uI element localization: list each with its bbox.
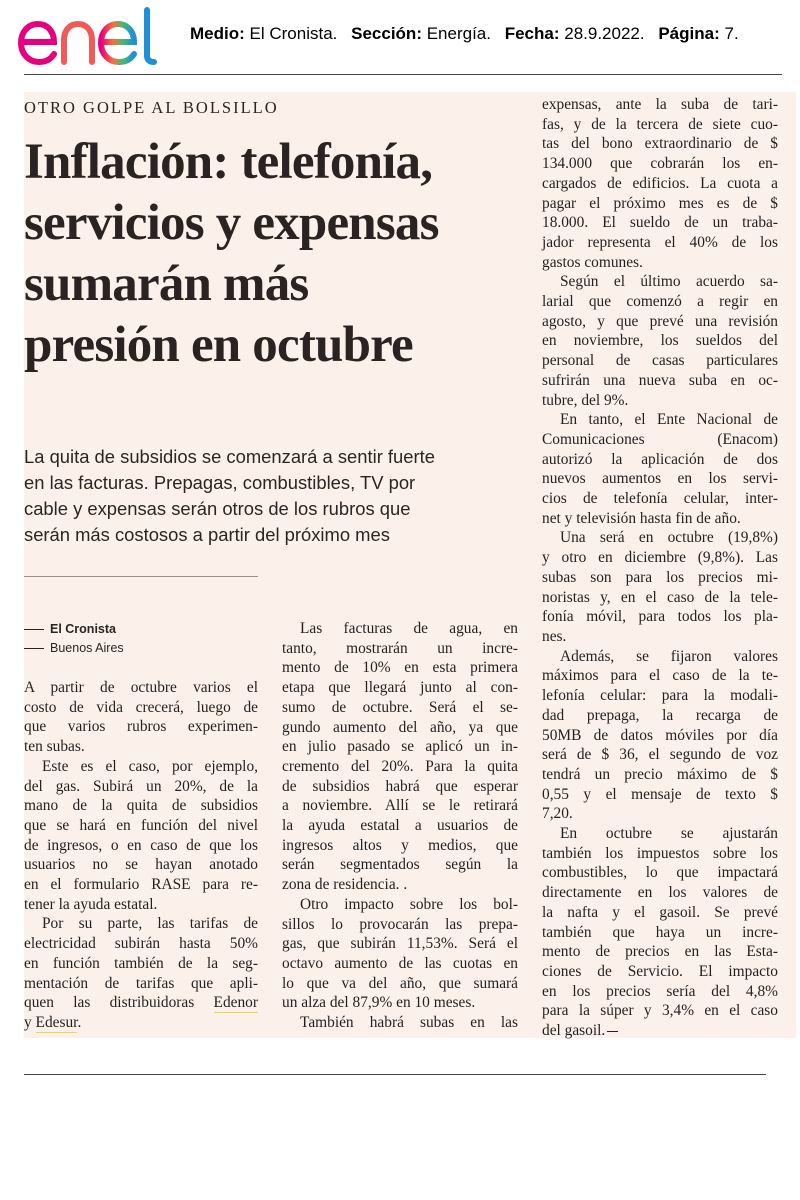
text-line: tendrá un precio máximo de $ (542, 765, 778, 783)
text-line: que varios rubros experimen- (24, 718, 258, 736)
text-line: nes. (542, 627, 567, 645)
highlighted-company-edenor: Edenor (213, 994, 258, 1012)
clipping-metadata (190, 24, 739, 44)
text-line (24, 993, 258, 1013)
text-line: Además, se fijaron valores (560, 647, 778, 665)
text-line: de ingresos, o en caso de que los (24, 836, 258, 854)
text-fragment: quen las distribuidoras (24, 994, 214, 1012)
text-line: sufrirán una nueva suba en oc- (542, 371, 778, 389)
text-line: larial que comenzó a regir en (542, 293, 778, 311)
text-line: pagar el próximo mes es de $ (542, 194, 778, 212)
text-line: A partir de octubre varios el (24, 679, 258, 696)
pagina-value: 7. (724, 24, 739, 43)
byline-source-text: El Cronista (50, 622, 116, 636)
text-line: a noviembre. Allí se le retirará (282, 797, 518, 815)
text-line (24, 1013, 258, 1033)
text-line: cremento del 20%. Para la quita (282, 757, 518, 775)
text-line: tanto, mostrarán un incre- (282, 639, 518, 657)
text-line: en el formulario RASE para re- (24, 876, 258, 894)
text-line: fonía móvil, para todos los pla- (542, 608, 778, 626)
text-line: gastos comunes. (542, 253, 643, 271)
newspaper-clipping (24, 92, 796, 1038)
text-line: Las facturas de agua, en (300, 620, 518, 637)
text-line: noristas y, en el caso de la tele- (542, 588, 778, 606)
text-line: También habrá subas en las (300, 1014, 518, 1032)
text-line: tubre, del 9%. (542, 391, 629, 409)
highlighted-company-edesur: Edesur (35, 1013, 78, 1031)
article-column-2 (282, 619, 518, 1033)
text-line: un alza del 87,9% en 10 meses. (282, 994, 476, 1012)
end-of-article-mark (607, 1031, 618, 1032)
text-line: Según el último acuerdo sa- (560, 273, 778, 291)
text-line: 50MB de datos móviles por día (542, 726, 778, 744)
text-line: ingresos altos y medios, que (282, 836, 518, 854)
subtitle-line: en las facturas. Prepagas, combustibles, TV por (24, 472, 416, 493)
text-line: máximos para el caso de la te- (542, 667, 778, 685)
text-line: y otro en diciembre (9,8%). Las (542, 549, 778, 567)
article-column-3 (542, 95, 778, 1041)
fecha-value: 28.9.2022. (564, 24, 645, 43)
text-line: jador representa el 40% de los (542, 233, 778, 251)
text-line: Comunicaciones (Enacom) (542, 430, 778, 448)
fecha-label: Fecha: (504, 24, 560, 43)
text-line: en función también de la seg- (24, 954, 258, 972)
text-line: mento de precios en las Esta- (542, 943, 778, 961)
text-line: serán segmentados según la (282, 856, 518, 874)
text-line: mano de la quita de subsidios (24, 797, 258, 815)
medio-label: Medio: (190, 24, 245, 43)
text-line: en noviembre, los sueldos del (542, 332, 778, 350)
headline (24, 132, 524, 376)
pagina-label: Página: (658, 24, 720, 43)
text-line: también que haya un incre- (542, 923, 778, 941)
text-line: 134.000 que cobrarán los en- (542, 155, 778, 173)
text-line: nuevos aumentos en los servi- (542, 470, 778, 488)
text-line (542, 1021, 778, 1041)
text-line: Una será en octubre (19,8%) (560, 529, 778, 547)
headline-line: Inflación: telefonía, (24, 134, 433, 190)
text-line: mento de 10% en esta primera (282, 659, 518, 677)
header-divider (24, 74, 782, 75)
text-line: tener la ayuda estatal. (24, 895, 158, 913)
text-line: sumo de octubre. Será el se- (282, 698, 518, 716)
seccion-label: Sección: (351, 24, 422, 43)
text-line: costo de vida crecerá, luego de (24, 698, 258, 716)
subtitle-line: La quita de subsidios se comenzará a sentir fuerte (24, 446, 435, 467)
byline-location-text: Buenos Aires (50, 641, 124, 655)
subtitle-line: cable y expensas serán otros de los rubros que (24, 498, 411, 519)
footer-divider (24, 1074, 766, 1075)
text-line: electricidad subirán hasta 50% (24, 935, 258, 953)
headline-line: presión en octubre (24, 317, 413, 373)
kicker: OTRO GOLPE AL BOLSILLO (24, 98, 279, 117)
text-line: net y televisión hasta fin de año. (542, 509, 741, 527)
text-line: combustibles, lo que impactará (542, 864, 778, 882)
text-line: 0,55 y el mensaje de texto $ (542, 785, 778, 803)
text-line: cargados de edificios. La cuota a (542, 174, 778, 192)
byline-location (24, 641, 124, 655)
text-line: en los precios sería del 4,8% (542, 982, 778, 1000)
text-line: también los impuestos sobre los (542, 844, 778, 862)
text-line: etapa que llegará junto al con- (282, 679, 518, 697)
text-line: expensas, ante la suba de tari- (542, 96, 778, 113)
subtitle-divider (24, 576, 258, 577)
text-line: cios de telefonía celular, inter- (542, 490, 778, 508)
text-line: ciones de Servicio. El impacto (542, 962, 778, 980)
text-line: del gas. Subirá un 20%, de la (24, 777, 258, 795)
text-line: gas, que subirán 11,53%. Será el (282, 935, 518, 953)
text-line: personal de casas particulares (542, 352, 778, 370)
text-line: ten subas. (24, 738, 85, 756)
headline-line: sumarán más (24, 256, 309, 312)
text-fragment: . (77, 1013, 82, 1031)
text-line: Por su parte, las tarifas de (42, 915, 258, 933)
text-line: En tanto, el Ente Nacional de (560, 411, 778, 429)
text-line: que se hará en función del nivel (24, 816, 258, 834)
text-line: 7,20. (542, 805, 573, 823)
text-line: subas son para los precios mi- (542, 568, 778, 586)
text-line: para la súper y 3,4% en el caso (542, 1002, 778, 1020)
enel-logo (16, 6, 171, 68)
text-line: lefonía celular: para la modali- (542, 687, 778, 705)
text-line: será de $ 36, el segundo de voz (542, 746, 778, 764)
text-line: octavo aumento de las cuotas en (282, 954, 518, 972)
text-fragment: y (24, 1013, 36, 1031)
subtitle-line: serán más costosos a partir del próximo mes (24, 524, 390, 545)
text-line: agosto, y que prevé una revisión (542, 312, 778, 330)
text-line: dad prepaga, la recarga de (542, 706, 778, 724)
headline-line: servicios y expensas (24, 195, 439, 251)
text-line: lo que va del año, que sumará (282, 974, 518, 992)
text-line: Este es el caso, por ejemplo, (42, 757, 258, 775)
text-line: sillos lo provocarán las prepa- (282, 915, 518, 933)
text-line: mentación de tarifas que apli- (24, 974, 258, 992)
article-column-1 (24, 678, 258, 1033)
seccion-value: Energía. (426, 24, 491, 43)
text-line: en julio pasado se aplicó un in- (282, 738, 518, 756)
text-line: autorizó la aplicación de dos (542, 450, 778, 468)
text-line: de subsidios habrá que esperar (282, 777, 518, 795)
text-line: Otro impacto sobre los bol- (300, 895, 518, 913)
text-line: usuarios no se hayan anotado (24, 856, 258, 874)
text-line: tas del bono extraordinario de $ (542, 135, 778, 153)
byline-source (24, 622, 116, 636)
text-line: la ayuda estatal a usuarios de (282, 817, 518, 835)
medio-value: El Cronista. (249, 24, 338, 43)
text-line: la nafta y el gasoil. Se prevé (542, 903, 778, 921)
text-line: En octubre se ajustarán (560, 825, 778, 843)
subtitle (24, 444, 524, 548)
text-line: fas, y de la tercera de siete cuo- (542, 115, 778, 133)
text-line: directamente en los valores de (542, 884, 778, 902)
text-line: zona de residencia. . (282, 876, 408, 894)
text-line: gundo aumento del año, ya que (282, 718, 518, 736)
text-line: 18.000. El sueldo de un traba- (542, 214, 778, 232)
text-fragment: del gasoil. (542, 1022, 606, 1040)
